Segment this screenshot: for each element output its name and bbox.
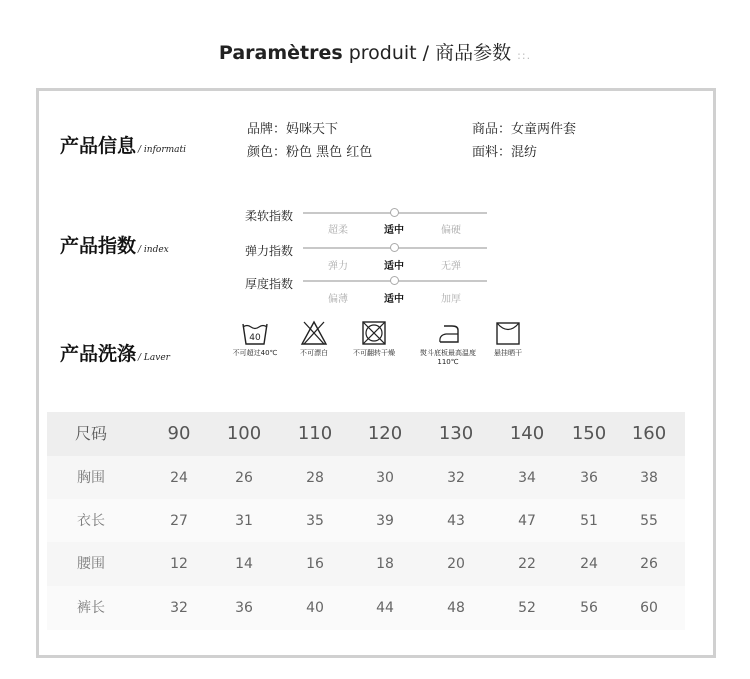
table-row (47, 586, 685, 630)
index-option: 加厚 (441, 294, 461, 305)
table-row (47, 456, 685, 500)
value-cell: 30 (376, 470, 394, 486)
index-option-selected: 适中 (384, 225, 404, 236)
fabric-text: 面料：混纺 (472, 145, 538, 160)
index-subtitle: / index (138, 245, 169, 255)
care-label: 悬挂晒干 (494, 349, 522, 357)
brand-text: 品牌：妈咪天下 (247, 122, 339, 137)
value-cell: 32 (447, 470, 465, 486)
value-cell: 44 (376, 600, 394, 616)
table-header-row (47, 412, 685, 456)
index-knob (390, 243, 399, 252)
row-label: 腰围 (77, 556, 105, 572)
value-cell: 48 (447, 600, 465, 616)
value-cell: 56 (580, 600, 598, 616)
index-label: 弹力指数 (245, 244, 294, 258)
value-cell: 34 (518, 470, 536, 486)
value-cell: 40 (306, 600, 324, 616)
care-item-hang (486, 320, 530, 358)
value-cell: 22 (518, 556, 536, 572)
table-row (47, 542, 685, 586)
care-label: 不可漂白 (300, 349, 328, 357)
index-label: 柔软指数 (245, 209, 294, 223)
color-text: 颜色：粉色 黑色 红色 (247, 145, 373, 160)
size-cell: 100 (226, 423, 262, 444)
index-option: 无弹 (441, 261, 461, 272)
value-cell: 12 (170, 556, 188, 572)
info-subtitle: / informati (138, 145, 187, 155)
value-cell: 51 (580, 513, 598, 529)
size-table (47, 412, 685, 630)
index-option: 偏硬 (441, 225, 461, 236)
value-cell: 55 (640, 513, 658, 529)
value-cell: 18 (376, 556, 394, 572)
wash-40-icon (241, 320, 269, 346)
value-cell: 31 (235, 513, 253, 529)
value-cell: 26 (640, 556, 658, 572)
header-label: 尺码 (74, 424, 107, 443)
value-cell: 27 (170, 513, 188, 529)
heading-bold: Paramètres (218, 42, 343, 64)
no-bleach-icon (300, 320, 328, 346)
size-cell: 130 (438, 423, 474, 444)
product-text: 商品：女童两件套 (472, 122, 577, 137)
value-cell: 60 (640, 600, 658, 616)
value-cell: 20 (447, 556, 465, 572)
index-option: 超柔 (328, 225, 348, 236)
line-dry-icon (494, 320, 522, 346)
care-label: 不可翻转干燥 (353, 349, 395, 357)
value-cell: 43 (447, 513, 465, 529)
heading-rest: produit / 商品参数 (342, 42, 512, 64)
value-cell: 28 (306, 470, 324, 486)
size-cell: 140 (509, 423, 545, 444)
index-knob (390, 208, 399, 217)
care-item-iron (420, 320, 476, 367)
table-row (47, 499, 685, 543)
row-label: 衣长 (77, 513, 105, 529)
wash-temperature: 40 (249, 333, 261, 343)
value-cell: 36 (235, 600, 253, 616)
wash-subtitle: / Laver (138, 353, 170, 363)
care-label: 熨斗底板最高温度110℃ (420, 349, 476, 366)
value-cell: 16 (306, 556, 324, 572)
size-cell: 90 (167, 423, 191, 444)
index-option-selected: 适中 (384, 261, 404, 272)
info-section-title (60, 131, 186, 158)
size-cell: 160 (631, 423, 667, 444)
wash-title: 产品洗涤 (60, 343, 137, 365)
value-cell: 14 (235, 556, 253, 572)
value-cell: 47 (518, 513, 536, 529)
index-option-selected: 适中 (384, 294, 404, 305)
wash-section-title (60, 339, 170, 366)
page-heading (0, 38, 750, 65)
value-cell: 32 (170, 600, 188, 616)
index-section-title (60, 231, 169, 258)
heading-dots: ::. (517, 49, 532, 62)
value-cell: 39 (376, 513, 394, 529)
index-title: 产品指数 (60, 235, 137, 257)
size-cell: 150 (571, 423, 607, 444)
index-option: 弹力 (328, 261, 348, 272)
size-cell: 120 (367, 423, 403, 444)
index-knob (390, 276, 399, 285)
no-tumble-dry-icon (360, 320, 388, 346)
value-cell: 36 (580, 470, 598, 486)
value-cell: 35 (306, 513, 324, 529)
info-title: 产品信息 (60, 135, 137, 157)
row-label: 胸围 (77, 470, 105, 486)
size-cell: 110 (297, 423, 333, 444)
value-cell: 24 (170, 470, 188, 486)
care-item-wash (227, 320, 283, 358)
value-cell: 24 (580, 556, 598, 572)
row-label: 裤长 (77, 600, 105, 616)
care-item-bleach (292, 320, 336, 358)
value-cell: 52 (518, 600, 536, 616)
value-cell: 26 (235, 470, 253, 486)
index-option: 偏薄 (328, 294, 348, 305)
value-cell: 38 (640, 470, 658, 486)
care-item-dry (344, 320, 404, 358)
care-label: 不可超过40℃ (232, 349, 278, 357)
index-label: 厚度指数 (245, 277, 294, 291)
iron-icon (434, 320, 462, 346)
